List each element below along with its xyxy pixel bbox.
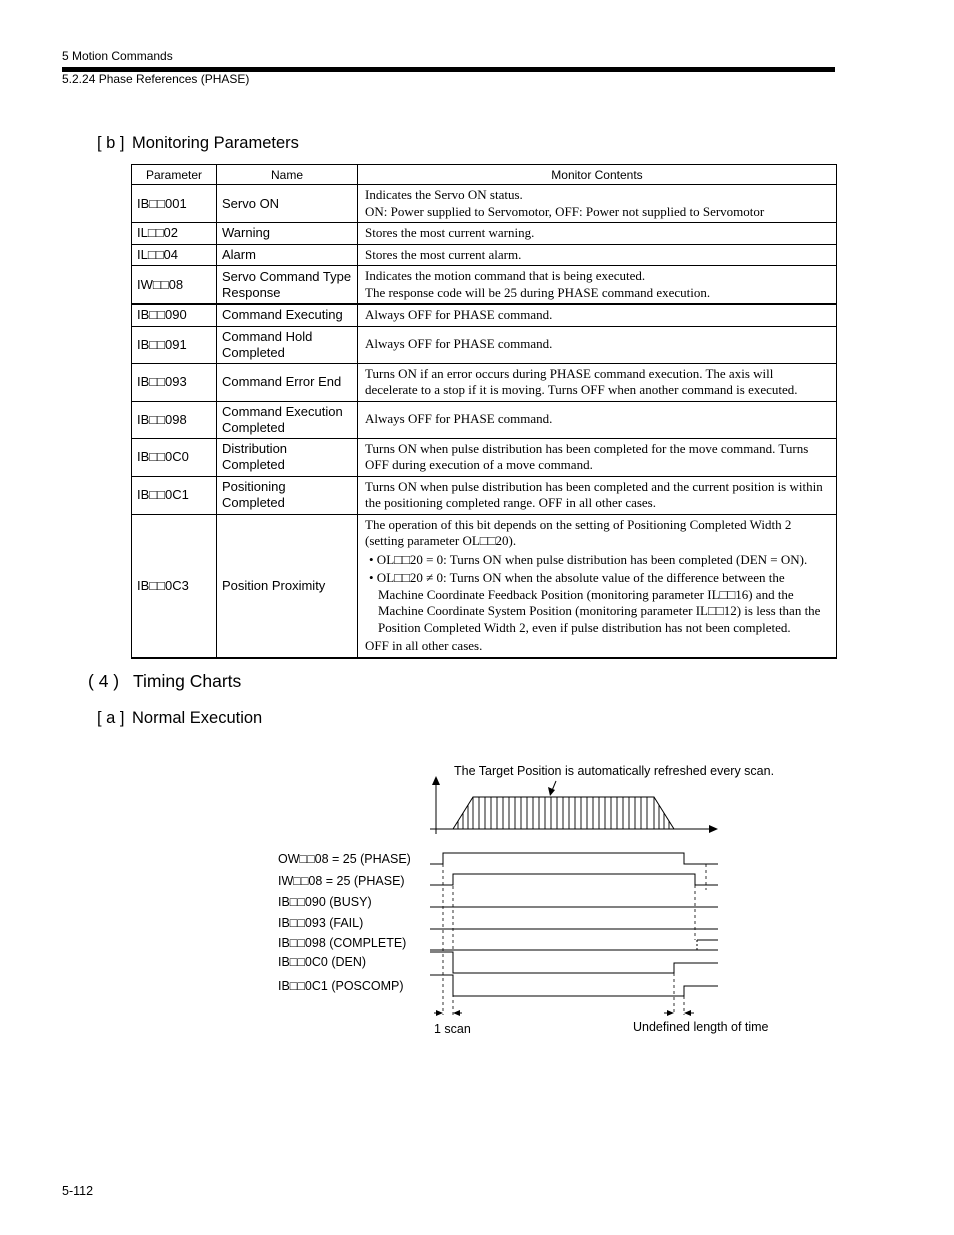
- annotation-text: The Target Position is automatically refreshed every scan.: [454, 764, 775, 778]
- param-cell: IW□□08: [132, 266, 217, 305]
- param-cell: IB□□091: [132, 326, 217, 363]
- contents-cell: Always OFF for PHASE command.: [358, 304, 837, 326]
- undefined-length-label: Undefined length of time: [633, 1020, 769, 1034]
- wave-den: [430, 952, 718, 973]
- wave-poscomp: [430, 975, 718, 996]
- timing-charts-number: ( 4 ): [88, 671, 120, 691]
- refresh-hatch: [458, 797, 669, 829]
- param-cell: IB□□0C3: [132, 514, 217, 658]
- contents-cell: Turns ON if an error occurs during PHASE command execution. The axis will decelerate to a stop if it is moving. Turns OFF when another command is executed.: [358, 363, 837, 401]
- undefined-arrow-left: [667, 1010, 674, 1016]
- name-cell: Alarm: [217, 244, 358, 266]
- timing-charts-title: Timing Charts: [133, 671, 242, 691]
- param-cell: IL□□02: [132, 223, 217, 245]
- scan-label: 1 scan: [434, 1022, 471, 1036]
- normal-execution-label: [ a ]: [97, 709, 125, 727]
- param-cell: IB□□098: [132, 401, 217, 438]
- wave-ow08: [430, 853, 718, 864]
- monitoring-heading-title: Monitoring Parameters: [132, 134, 299, 152]
- signal-label: IB□□090 (BUSY): [278, 895, 372, 909]
- contents-cell: Always OFF for PHASE command.: [358, 326, 837, 363]
- contents-line: ON: Power supplied to Servomotor, OFF: Power not supplied to Servomotor: [365, 203, 765, 219]
- name-cell: Command Executing: [217, 304, 358, 326]
- scan-arrow-right: [453, 1010, 460, 1016]
- column-header-name: Name: [217, 165, 358, 185]
- contents-cell: Turns ON when pulse distribution has been completed for the move command. Turns OFF during execution of a move command.: [358, 438, 837, 476]
- contents-cell: Stores the most current alarm.: [358, 244, 837, 266]
- contents-bullet: • OL□□20 = 0: Turns ON when pulse distribution has been completed (DEN = ON).: [369, 551, 808, 567]
- name-cell: Servo ON: [217, 185, 358, 223]
- contents-line: The response code will be 25 during PHASE command execution.: [365, 284, 711, 300]
- signal-label: IB□□093 (FAIL): [278, 916, 364, 930]
- contents-cell: Always OFF for PHASE command.: [358, 401, 837, 438]
- param-cell: IB□□090: [132, 304, 217, 326]
- param-cell: IB□□0C0: [132, 438, 217, 476]
- annotation-arrowhead: [548, 787, 555, 796]
- timing-guides: [443, 864, 706, 1015]
- contents-line: OFF in all other cases.: [365, 638, 483, 653]
- contents-cell: Turns ON when pulse distribution has been completed and the current position is within the positioning completed range. OFF in all other cases.: [358, 476, 837, 514]
- name-cell: Position Proximity: [217, 514, 358, 658]
- contents-cell: Stores the most current warning.: [358, 223, 837, 245]
- page-number: 5-112: [62, 1184, 94, 1198]
- param-cell: IB□□0C1: [132, 476, 217, 514]
- signal-label: OW□□08 = 25 (PHASE): [278, 852, 411, 866]
- y-axis-arrowhead: [432, 776, 440, 785]
- signal-label: IB□□098 (COMPLETE): [278, 936, 407, 950]
- x-axis-arrowhead: [709, 825, 718, 833]
- name-cell: Servo Command Type Response: [217, 266, 358, 305]
- section-header: 5.2.24 Phase References (PHASE): [62, 72, 250, 86]
- signal-label: IB□□0C0 (DEN): [278, 955, 367, 969]
- contents-line: Indicates the motion command that is being executed.: [365, 268, 646, 283]
- contents-line: The operation of this bit depends on the setting of Positioning Completed Width 2 (setting parameter OL□□20).: [365, 516, 792, 548]
- name-cell: Command Hold Completed: [217, 326, 358, 363]
- wave-iw08: [430, 874, 718, 885]
- param-cell: IB□□093: [132, 363, 217, 401]
- name-cell: Command Execution Completed: [217, 401, 358, 438]
- undefined-arrow-right: [684, 1010, 691, 1016]
- contents-line: Indicates the Servo ON status.: [365, 187, 523, 202]
- name-cell: Positioning Completed: [217, 476, 358, 514]
- column-header-parameter: Parameter: [132, 165, 217, 185]
- normal-execution-title: Normal Execution: [132, 709, 263, 727]
- signal-label: IW□□08 = 25 (PHASE): [278, 874, 405, 888]
- contents-bullet: • OL□□20 ≠ 0: Turns ON when the absolute value of the difference between the Machine Coordinate Feedback Position (monitoring parameter IL□□16) and the Machine Coordinate System Position (monitoring parameter IL□□12) is less than the Position Completed Width 2, even if pulse distribution has not been completed.: [369, 570, 821, 635]
- name-cell: Command Error End: [217, 363, 358, 401]
- monitoring-heading-label: [ b ]: [97, 134, 125, 152]
- signal-label: IB□□0C1 (POSCOMP): [278, 979, 404, 993]
- chapter-header: 5 Motion Commands: [62, 49, 173, 63]
- param-cell: IL□□04: [132, 244, 217, 266]
- name-cell: Warning: [217, 223, 358, 245]
- name-cell: Distribution Completed: [217, 438, 358, 476]
- column-header-contents: Monitor Contents: [358, 165, 837, 185]
- scan-arrow-left: [436, 1010, 443, 1016]
- param-cell: IB□□001: [132, 185, 217, 223]
